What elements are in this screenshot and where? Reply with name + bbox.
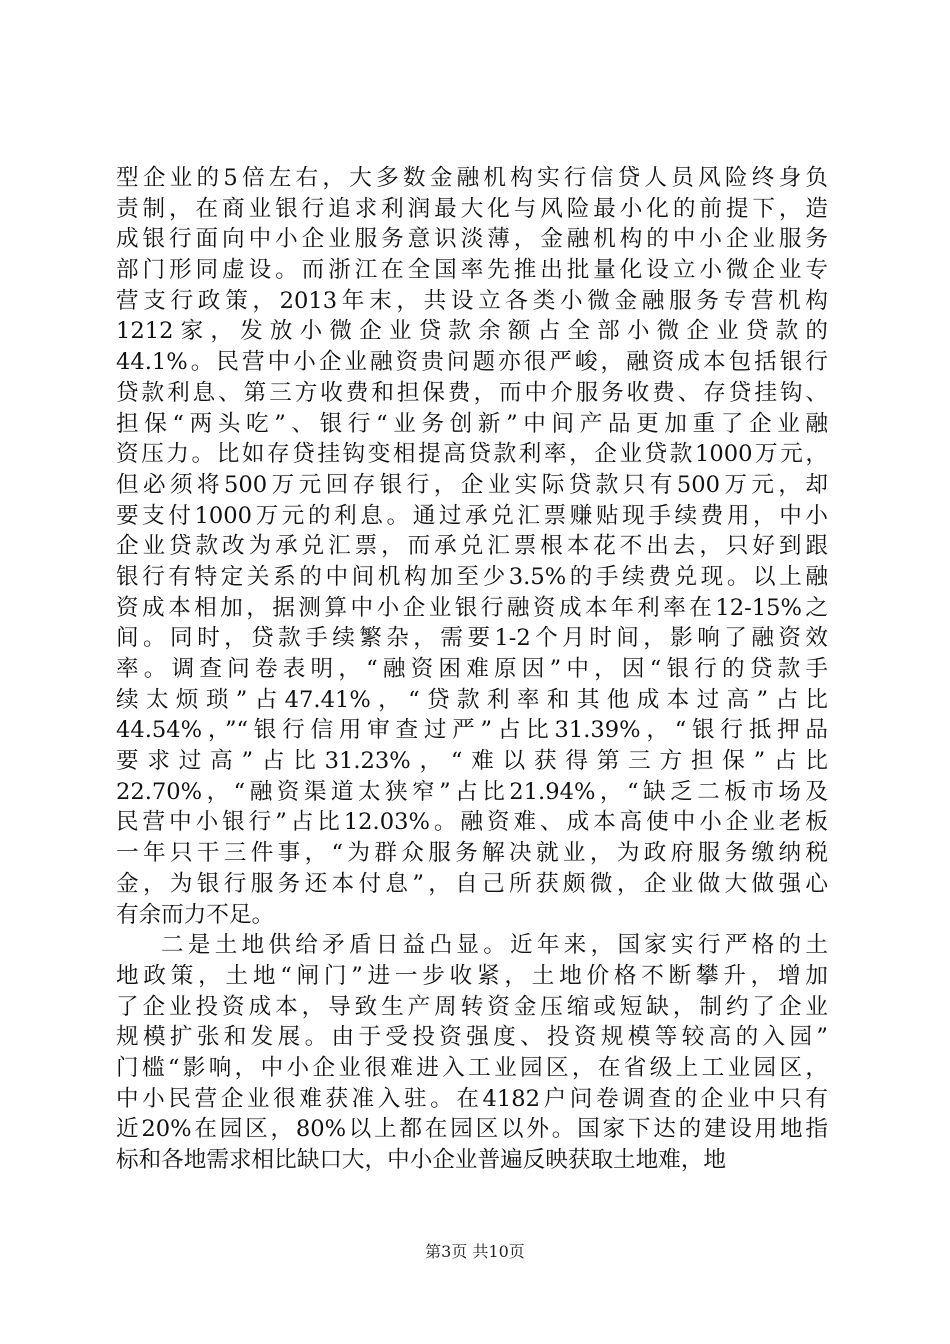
text-line: 22.70%，“融资渠道太狭窄”占比21.94%，“缺乏二板市场及 [116, 778, 828, 805]
text-line: 标和各地需求相比缺口大，中小企业普遍反映获取土地难，地 [116, 1147, 727, 1173]
text-line: 44.54%，”“银行信用审查过严”占比31.39%，“银行抵押品 [116, 717, 828, 744]
text-line: 成银行面向中小企业服务意识淡薄，金融机构的中小企业服务 [116, 226, 828, 253]
text-line: 了企业投资成本，导致生产周转资金压缩或短缺，制约了企业 [116, 993, 828, 1020]
text-line: 贷款利息、第三方收费和担保费，而中介服务收费、存贷挂钩、 [116, 379, 828, 406]
text-line: 率。调查问卷表明，“融资困难原因”中，因“银行的贷款手 [116, 656, 828, 682]
text-line: 资压力。比如存贷挂钩变相提高贷款利率，企业贷款1000万元， [116, 441, 828, 468]
text-line: 营支行政策，2013年末，共设立各类小微金融服务专营机构 [116, 287, 828, 314]
text-line: 44.1%。民营中小企业融资贵问题亦很严峻，融资成本包括银行 [116, 349, 828, 376]
text-line: 间。同时，贷款手续繁杂，需要1-2个月时间，影响了融资效 [116, 625, 828, 652]
text-line: 企业贷款改为承兑汇票，而承兑汇票根本花不出去，只好到跟 [116, 533, 828, 560]
text-line: 有余而力不足。 [116, 901, 275, 928]
text-line: 规模扩张和发展。由于受投资强度、投资规模等较高的入园” [116, 1024, 828, 1051]
text-line: 资成本相加，据测算中小企业银行融资成本年利率在12-15%之 [116, 594, 828, 621]
page-footer: 第3页 共10页 [425, 1242, 525, 1261]
text-line: 银行有特定关系的中间机构加至少3.5%的手续费兑现。以上融 [116, 563, 828, 590]
text-line: 民营中小银行”占比12.03%。融资难、成本高使中小企业老板 [116, 809, 828, 836]
text-line: 地政策，土地“闸门”进一步收紧，土地价格不断攀升，增加 [116, 962, 828, 989]
text-line: 中小民营企业很难获准入驻。在4182户问卷调查的企业中只有 [116, 1085, 828, 1112]
text-line: 近20%在园区，80%以上都在园区以外。国家下达的建设用地指 [116, 1116, 828, 1143]
text-line: 部门形同虚设。而浙江在全国率先推出批量化设立小微企业专 [116, 257, 828, 284]
text-line: 1212家，发放小微企业贷款余额占全部小微企业贷款的 [116, 318, 828, 345]
text-line: 金，为银行服务还本付息”，自己所获颇微，企业做大做强心 [116, 870, 828, 897]
body-text [116, 163, 828, 1176]
text-line: 责制，在商业银行追求利润最大化与风险最小化的前提下，造 [116, 195, 828, 222]
text-line: 续太烦琐”占47.41%，“贷款利率和其他成本过高”占比 [116, 686, 828, 713]
text-line: 一年只干三件事，“为群众服务解决就业，为政府服务缴纳税 [116, 840, 828, 867]
text-line: 但必须将500万元回存银行，企业实际贷款只有500万元，却 [116, 471, 828, 498]
text-line: 担保“两头吃”、银行“业务创新”中间产品更加重了企业融 [116, 410, 828, 437]
text-line: 二是土地供给矛盾日益凸显。近年来，国家实行严格的土 [161, 932, 828, 959]
text-line: 要支付1000万元的利息。通过承兑汇票赚贴现手续费用，中小 [116, 502, 828, 529]
text-line: 门槛“影响，中小企业很难进入工业园区，在省级上工业园区， [116, 1054, 828, 1081]
text-line: 要求过高”占比31.23%，“难以获得第三方担保”占比 [116, 748, 828, 775]
text-line: 型企业的5倍左右，大多数金融机构实行信贷人员风险终身负 [116, 165, 828, 191]
